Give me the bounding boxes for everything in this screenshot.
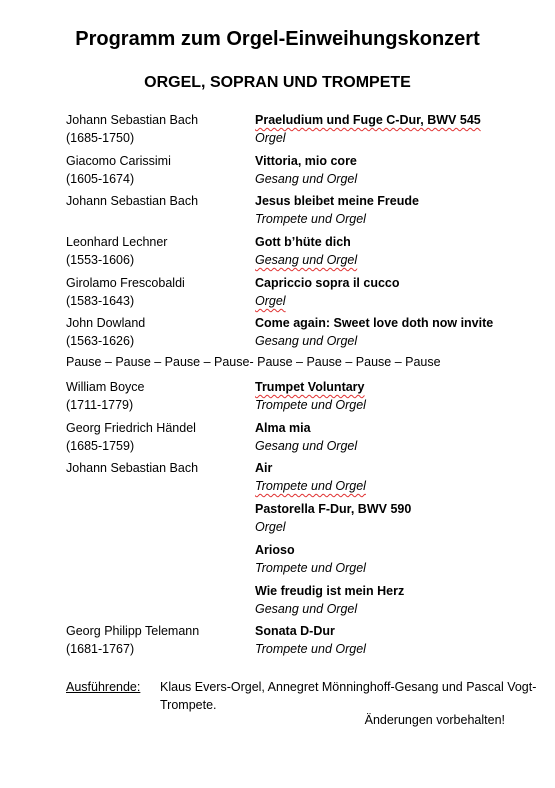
composer-years: (1681-1767) [66, 642, 135, 656]
composer-years: (1685-1750) [66, 131, 135, 145]
work-item [255, 582, 535, 618]
piece-performers: Gesang und Orgel [255, 253, 358, 267]
work-item [255, 500, 535, 536]
piece-performers: Trompete und Orgel [255, 398, 366, 412]
composer-name: William Boyce [66, 380, 145, 394]
composer-name: Giacomo Carissimi [66, 154, 171, 168]
page-subtitle: ORGEL, SOPRAN UND TROMPETE [144, 74, 411, 91]
piece-performers: Orgel [255, 131, 286, 145]
piece-title: Come again: Sweet love doth now invite [255, 316, 494, 330]
piece-title: Trumpet Voluntary [255, 380, 365, 394]
composer-name: Georg Friedrich Händel [66, 421, 196, 435]
work-item [255, 459, 535, 495]
composer-cell [66, 622, 251, 658]
composer-name: Leonhard Lechner [66, 235, 168, 249]
composer-cell [66, 152, 251, 188]
piece-title: Alma mia [255, 421, 311, 435]
composer-years: (1563-1626) [66, 334, 135, 348]
composer-cell [66, 192, 251, 210]
composer-name: Georg Philipp Telemann [66, 624, 200, 638]
composer-cell [66, 111, 251, 147]
performers-text: Klaus Evers-Orgel, Annegret Mönninghoff-Gesang und Pascal Vogt-Trompete. [160, 680, 537, 712]
piece-performers: Orgel [255, 520, 286, 534]
piece-title: Air [255, 461, 273, 475]
pause-line: Pause – Pause – Pause – Pause- Pause – Pause – Pause – Pause [66, 355, 441, 369]
composer-cell [66, 233, 251, 269]
composer-cell [66, 314, 251, 350]
performers-label: Ausführende: [66, 680, 141, 694]
changes-note: Änderungen vorbehalten! [364, 713, 505, 727]
piece-title: Praeludium und Fuge C-Dur, BWV 545 [255, 113, 481, 127]
works-cell [255, 192, 535, 228]
piece-title: Capriccio sopra il cucco [255, 276, 400, 290]
piece-performers: Orgel [255, 294, 286, 308]
composer-cell [66, 459, 251, 477]
works-cell [255, 152, 535, 188]
piece-performers: Trompete und Orgel [255, 642, 366, 656]
composer-name: John Dowland [66, 316, 146, 330]
composer-years: (1711-1779) [66, 398, 134, 412]
piece-performers: Gesang und Orgel [255, 439, 358, 453]
piece-title: Sonata D-Dur [255, 624, 335, 638]
piece-performers: Trompete und Orgel [255, 479, 366, 493]
composer-name: Girolamo Frescobaldi [66, 276, 185, 290]
works-cell [255, 459, 535, 618]
piece-performers: Gesang und Orgel [255, 602, 358, 616]
piece-title: Wie freudig ist mein Herz [255, 584, 405, 598]
piece-title: Gott b’hüte dich [255, 235, 351, 249]
works-cell [255, 111, 535, 147]
composer-cell [66, 419, 251, 455]
works-cell [255, 622, 535, 658]
composer-name: Johann Sebastian Bach [66, 113, 199, 127]
composer-years: (1583-1643) [66, 294, 135, 308]
piece-title: Pastorella F-Dur, BWV 590 [255, 502, 412, 516]
composer-years: (1685-1759) [66, 439, 135, 453]
piece-performers: Trompete und Orgel [255, 561, 366, 575]
composer-name: Johann Sebastian Bach [66, 194, 199, 208]
work-item [255, 541, 535, 577]
page-title: Programm zum Orgel-Einweihungskonzert [75, 28, 480, 50]
composer-cell [66, 378, 251, 414]
piece-performers: Trompete und Orgel [255, 212, 366, 226]
works-cell [255, 419, 535, 455]
works-cell [255, 233, 535, 269]
piece-performers: Gesang und Orgel [255, 334, 358, 348]
works-cell [255, 314, 535, 350]
composer-years: (1553-1606) [66, 253, 135, 267]
piece-performers: Gesang und Orgel [255, 172, 358, 186]
piece-title: Arioso [255, 543, 295, 557]
composer-cell [66, 274, 251, 310]
composer-name: Johann Sebastian Bach [66, 461, 199, 475]
works-cell [255, 378, 535, 414]
composer-years: (1605-1674) [66, 172, 135, 186]
piece-title: Jesus bleibet meine Freude [255, 194, 419, 208]
works-cell [255, 274, 535, 310]
piece-title: Vittoria, mio core [255, 154, 357, 168]
